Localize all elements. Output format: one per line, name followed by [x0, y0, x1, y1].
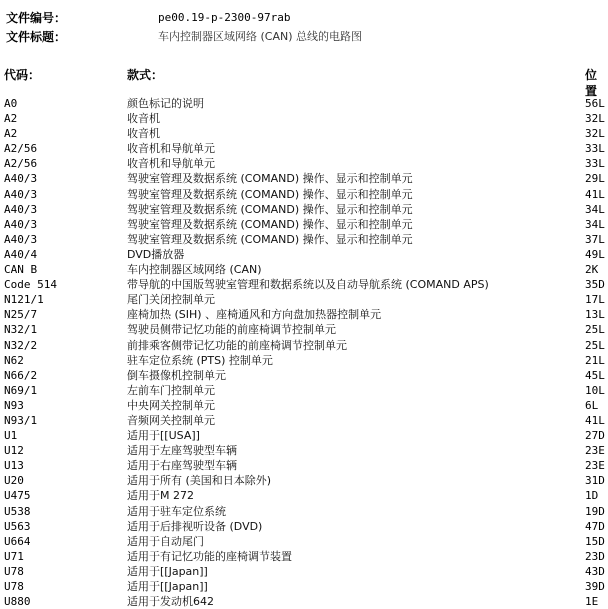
row-code: U20 — [4, 474, 24, 488]
table-row — [0, 458, 608, 473]
table-row — [0, 534, 608, 549]
row-desc: 适用于[[Japan]] — [127, 580, 208, 593]
table-row — [0, 564, 608, 579]
table-row — [0, 277, 608, 292]
table-row — [0, 307, 608, 322]
row-desc: 适用于右座驾驶型车辆 — [127, 459, 237, 473]
row-desc: 驾驶室管理及数据系统 (COMAND) 操作、显示和控制单元 — [127, 187, 413, 201]
table-row — [0, 413, 608, 428]
table-row — [0, 519, 608, 534]
row-desc: 前排乘客侧带记忆功能的前座椅调节控制单元 — [127, 338, 347, 352]
row-code: A2/56 — [4, 157, 38, 171]
row-code: A40/3 — [4, 187, 38, 201]
doc-number-value: pe00.19-p-2300-97rab — [158, 11, 291, 24]
row-desc: 车内控制器区域网络 (CAN) — [127, 263, 262, 277]
row-code: U78 — [4, 580, 24, 593]
row-pos: 41L — [585, 413, 605, 427]
table-row — [0, 338, 608, 353]
row-desc: DVD播放器 — [127, 247, 185, 261]
row-pos: 21L — [585, 353, 605, 367]
table-row — [0, 171, 608, 186]
row-code: U78 — [4, 564, 24, 578]
row-pos: 34L — [585, 202, 605, 216]
table-row — [0, 579, 608, 594]
table-row — [0, 111, 608, 126]
row-pos: 34L — [585, 217, 605, 231]
row-pos: 13L — [585, 308, 605, 322]
row-code: CAN B — [4, 263, 38, 277]
table-row — [0, 383, 608, 398]
row-pos: 32L — [585, 127, 605, 141]
row-desc: 驻车定位系统 (PTS) 控制单元 — [127, 353, 273, 367]
row-code: A40/3 — [4, 217, 38, 231]
row-code: A40/3 — [4, 202, 38, 216]
row-desc: 中央网关控制单元 — [127, 398, 215, 412]
row-code: U563 — [4, 519, 31, 533]
row-desc: 适用于左座驾驶型车辆 — [127, 444, 237, 458]
row-code: U13 — [4, 459, 24, 473]
row-pos: 25L — [585, 323, 605, 337]
row-code: N121/1 — [4, 293, 44, 307]
column-header-code: 代码： — [4, 68, 41, 82]
row-code: U1 — [4, 429, 18, 443]
row-code: U880 — [4, 595, 31, 609]
row-code: N25/7 — [4, 308, 38, 322]
row-desc: 适用于后排视听设备 (DVD) — [127, 519, 263, 533]
row-desc: 适用于驻车定位系统 — [127, 504, 226, 518]
row-code: Code 514 — [4, 278, 57, 292]
row-code: U71 — [4, 549, 24, 563]
table-row — [0, 247, 608, 262]
row-pos: 43D — [585, 564, 605, 578]
table-row — [0, 488, 608, 503]
row-pos: 49L — [585, 247, 605, 261]
row-code: U538 — [4, 504, 31, 518]
row-code: U664 — [4, 534, 31, 548]
row-code: N93 — [4, 398, 24, 412]
row-code: N32/2 — [4, 338, 38, 352]
table-row — [0, 353, 608, 368]
row-desc: 适用于发动机642 — [127, 595, 214, 609]
legend-table — [0, 96, 608, 609]
row-desc: 驾驶室管理及数据系统 (COMAND) 操作、显示和控制单元 — [127, 202, 413, 216]
row-desc: 适用于[[USA]] — [127, 429, 200, 443]
row-desc: 颜色标记的说明 — [127, 97, 204, 110]
table-row — [0, 398, 608, 413]
row-code: N66/2 — [4, 368, 38, 382]
row-desc: 收音机和导航单元 — [127, 157, 215, 171]
row-pos: 41L — [585, 187, 605, 201]
row-desc: 驾驶室管理及数据系统 (COMAND) 操作、显示和控制单元 — [127, 232, 413, 246]
row-desc: 适用于M 272 — [127, 489, 194, 503]
table-row — [0, 232, 608, 247]
row-pos: 23E — [585, 459, 605, 473]
row-code: U475 — [4, 489, 31, 503]
row-code: N32/1 — [4, 323, 38, 337]
row-desc: 左前车门控制单元 — [127, 383, 215, 397]
row-pos: 31D — [585, 474, 605, 488]
row-desc: 驾驶员侧带记忆功能的前座椅调节控制单元 — [127, 323, 336, 337]
row-pos: 10L — [585, 383, 605, 397]
row-pos: 39D — [585, 580, 605, 593]
row-code: N93/1 — [4, 413, 38, 427]
row-pos: 19D — [585, 504, 605, 518]
row-desc: 适用于所有 (美国和日本除外) — [127, 474, 272, 488]
doc-title-label: 文件标题： — [6, 30, 67, 44]
row-desc: 带导航的中国版驾驶室管理和数据系统以及自动导航系统 (COMAND APS) — [127, 278, 489, 292]
row-pos: 35D — [585, 278, 605, 292]
row-desc: 收音机 — [127, 112, 160, 126]
table-row — [0, 262, 608, 277]
row-pos: 1D — [585, 489, 599, 503]
row-pos: 47D — [585, 519, 605, 533]
row-pos: 29L — [585, 172, 605, 186]
table-row — [0, 504, 608, 519]
row-pos: 33L — [585, 142, 605, 156]
row-pos: 6L — [585, 398, 599, 412]
table-row — [0, 187, 608, 202]
row-desc: 座椅加热 (SIH) 、座椅通风和方向盘加热器控制单元 — [127, 308, 382, 322]
table-row — [0, 322, 608, 337]
row-pos: 25L — [585, 338, 605, 352]
row-desc: 尾门关闭控制单元 — [127, 293, 215, 307]
row-pos: 1E — [585, 595, 599, 609]
row-code: A40/4 — [4, 247, 38, 261]
row-desc: 收音机和导航单元 — [127, 142, 215, 156]
row-code: A40/3 — [4, 232, 38, 246]
row-code: A40/3 — [4, 172, 38, 186]
row-pos: 37L — [585, 232, 605, 246]
column-header-pos: 位置 — [585, 68, 598, 98]
row-pos: 17L — [585, 293, 605, 307]
column-header-desc: 款式： — [127, 68, 164, 82]
table-row — [0, 96, 608, 111]
row-code: A0 — [4, 97, 18, 110]
row-code: U12 — [4, 444, 24, 458]
row-code: A2 — [4, 112, 18, 126]
table-row — [0, 141, 608, 156]
row-pos: 23D — [585, 549, 605, 563]
table-row — [0, 549, 608, 564]
row-code: N62 — [4, 353, 24, 367]
row-desc: 适用于[[Japan]] — [127, 564, 208, 578]
row-desc: 收音机 — [127, 127, 160, 141]
doc-number-label: 文件编号： — [6, 11, 67, 25]
row-pos: 32L — [585, 112, 605, 126]
row-desc: 音频网关控制单元 — [127, 413, 215, 427]
table-row — [0, 202, 608, 217]
table-row — [0, 428, 608, 443]
table-row — [0, 368, 608, 383]
row-pos: 45L — [585, 368, 605, 382]
row-desc: 适用于有记忆功能的座椅调节装置 — [127, 549, 292, 563]
row-desc: 驾驶室管理及数据系统 (COMAND) 操作、显示和控制单元 — [127, 172, 413, 186]
table-row — [0, 443, 608, 458]
table-row — [0, 292, 608, 307]
row-desc: 倒车摄像机控制单元 — [127, 368, 226, 382]
table-row — [0, 217, 608, 232]
row-pos: 33L — [585, 157, 605, 171]
row-pos: 23E — [585, 444, 605, 458]
row-code: N69/1 — [4, 383, 38, 397]
row-pos: 27D — [585, 429, 605, 443]
table-row — [0, 126, 608, 141]
row-code: A2 — [4, 127, 18, 141]
table-row — [0, 156, 608, 171]
row-pos: 15D — [585, 534, 605, 548]
row-pos: 56L — [585, 97, 605, 110]
row-desc: 适用于自动尾门 — [127, 534, 204, 548]
table-row — [0, 473, 608, 488]
row-desc: 驾驶室管理及数据系统 (COMAND) 操作、显示和控制单元 — [127, 217, 413, 231]
row-pos: 2K — [585, 263, 599, 277]
row-code: A2/56 — [4, 142, 38, 156]
doc-title-value: 车内控制器区域网络 (CAN) 总线的电路图 — [158, 30, 363, 43]
